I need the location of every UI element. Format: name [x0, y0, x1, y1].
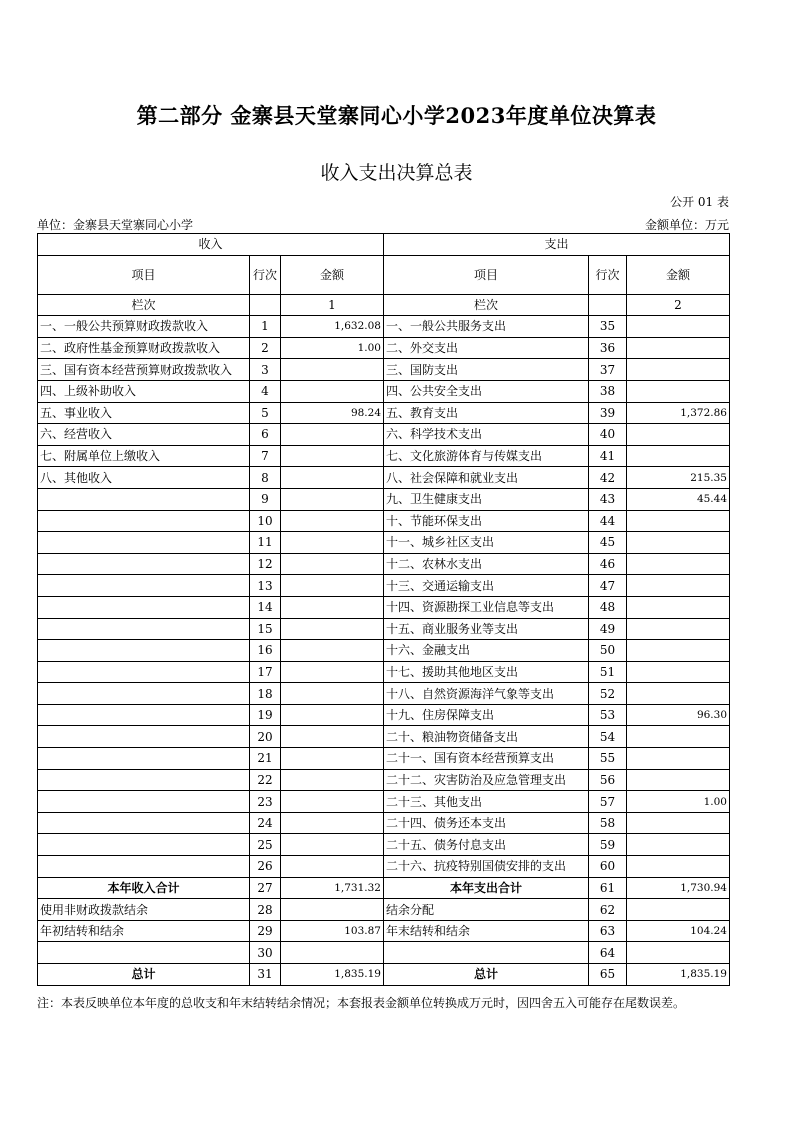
income-amount-cell	[281, 791, 384, 813]
expense-amount-cell	[627, 942, 730, 964]
income-amount-cell	[281, 618, 384, 640]
income-line-cell: 21	[250, 748, 281, 770]
expense-item-cell: 十、节能环保支出	[384, 510, 589, 532]
grand-total-income-amount: 1,835.19	[281, 964, 384, 986]
expense-line-cell: 36	[589, 337, 627, 359]
table-row	[38, 445, 730, 467]
grand-total-expense-amount: 1,835.19	[627, 964, 730, 986]
income-line-cell: 12	[250, 553, 281, 575]
income-line-cell: 14	[250, 596, 281, 618]
expense-line-cell: 60	[589, 856, 627, 878]
income-item-cell: 五、事业收入	[38, 402, 250, 424]
expense-item-cell: 十二、农林水支出	[384, 553, 589, 575]
table-row	[38, 337, 730, 359]
income-amount-cell	[281, 640, 384, 662]
income-item-cell	[38, 553, 250, 575]
expense-item-cell: 十四、资源勘探工业信息等支出	[384, 596, 589, 618]
income-line-cell: 5	[250, 402, 281, 424]
expense-amount-cell: 45.44	[627, 488, 730, 510]
income-line-cell: 25	[250, 834, 281, 856]
income-item-cell	[38, 834, 250, 856]
income-item-cell	[38, 510, 250, 532]
income-item-header: 项目	[38, 255, 250, 294]
income-amount-cell	[281, 532, 384, 554]
table-row	[38, 683, 730, 705]
expense-amount-cell	[627, 553, 730, 575]
income-amount-cell	[281, 834, 384, 856]
income-line-cell: 26	[250, 856, 281, 878]
expense-line-cell: 56	[589, 769, 627, 791]
grand-total-expense-label: 总计	[384, 964, 589, 986]
expense-item-cell: 二十三、其他支出	[384, 791, 589, 813]
income-item-cell	[38, 661, 250, 683]
table-row	[38, 640, 730, 662]
expense-line-cell: 52	[589, 683, 627, 705]
income-item-cell	[38, 575, 250, 597]
income-item-cell	[38, 748, 250, 770]
expense-amount-cell	[627, 683, 730, 705]
expense-item-cell: 六、科学技术支出	[384, 424, 589, 446]
table-row	[38, 316, 730, 338]
income-amount-cell	[281, 424, 384, 446]
expense-amount-cell	[627, 769, 730, 791]
expense-amount-cell	[627, 510, 730, 532]
expense-amount-cell	[627, 445, 730, 467]
income-section-header: 收入	[38, 234, 384, 256]
expense-amount-cell	[627, 856, 730, 878]
page-title: 第二部分 金寨县天堂寨同心小学2023年度单位决算表	[136, 103, 657, 128]
expense-amount-cell	[627, 834, 730, 856]
income-item-cell: 使用非财政拨款结余	[38, 899, 250, 921]
income-amount-cell: 1,632.08	[281, 316, 384, 338]
table-row	[38, 575, 730, 597]
expense-line-cell: 48	[589, 596, 627, 618]
grand-total-income-line: 31	[250, 964, 281, 986]
income-line-cell: 2	[250, 337, 281, 359]
income-column-number: 1	[281, 294, 384, 316]
income-item-cell: 七、附属单位上缴收入	[38, 445, 250, 467]
income-item-cell	[38, 532, 250, 554]
expense-item-cell: 四、公共安全支出	[384, 380, 589, 402]
income-amount-cell	[281, 748, 384, 770]
income-amount-cell	[281, 380, 384, 402]
income-line-cell: 28	[250, 899, 281, 921]
table-row	[38, 726, 730, 748]
expense-item-cell: 八、社会保障和就业支出	[384, 467, 589, 489]
year-expense-total-line: 61	[589, 877, 627, 899]
expense-item-cell: 三、国防支出	[384, 359, 589, 381]
income-line-cell: 15	[250, 618, 281, 640]
expense-line-cell: 39	[589, 402, 627, 424]
expense-item-cell: 十九、住房保障支出	[384, 704, 589, 726]
table-code: 公开 01 表	[670, 195, 729, 209]
expense-item-cell: 七、文化旅游体育与传媒支出	[384, 445, 589, 467]
expense-item-cell: 九、卫生健康支出	[384, 488, 589, 510]
income-item-cell: 四、上级补助收入	[38, 380, 250, 402]
income-line-cell: 20	[250, 726, 281, 748]
table-row	[38, 596, 730, 618]
money-unit: 金额单位：万元	[644, 218, 729, 232]
table-row	[38, 553, 730, 575]
table-row	[38, 704, 730, 726]
income-line-cell: 4	[250, 380, 281, 402]
expense-amount-cell	[627, 337, 730, 359]
expense-item-cell: 二十二、灾害防治及应急管理支出	[384, 769, 589, 791]
table-row	[38, 812, 730, 834]
income-amount-header: 金额	[281, 255, 384, 294]
income-line-header: 行次	[250, 255, 281, 294]
income-line-cell: 6	[250, 424, 281, 446]
expense-item-cell: 十五、商业服务业等支出	[384, 618, 589, 640]
expense-amount-cell	[627, 532, 730, 554]
table-row	[38, 769, 730, 791]
expense-line-cell: 42	[589, 467, 627, 489]
empty-cell	[589, 294, 627, 316]
income-amount-cell	[281, 769, 384, 791]
year-expense-total-amount: 1,730.94	[627, 877, 730, 899]
income-item-cell: 一、一般公共预算财政拨款收入	[38, 316, 250, 338]
income-amount-cell	[281, 704, 384, 726]
expense-line-cell: 46	[589, 553, 627, 575]
expense-item-cell: 二十六、抗疫特别国债安排的支出	[384, 856, 589, 878]
table-row	[38, 424, 730, 446]
table-row	[38, 488, 730, 510]
expense-amount-cell	[627, 380, 730, 402]
expense-line-cell: 44	[589, 510, 627, 532]
income-amount-cell	[281, 812, 384, 834]
income-amount-cell: 1.00	[281, 337, 384, 359]
income-item-cell	[38, 769, 250, 791]
year-income-total-label: 本年收入合计	[38, 877, 250, 899]
expense-amount-cell	[627, 661, 730, 683]
income-item-cell: 年初结转和结余	[38, 920, 250, 942]
income-line-cell: 3	[250, 359, 281, 381]
expense-item-cell: 十七、援助其他地区支出	[384, 661, 589, 683]
expense-item-cell: 一、一般公共服务支出	[384, 316, 589, 338]
expense-line-cell: 53	[589, 704, 627, 726]
year-income-total-amount: 1,731.32	[281, 877, 384, 899]
expense-item-cell: 二十四、债务还本支出	[384, 812, 589, 834]
table-row	[38, 380, 730, 402]
expense-item-cell: 十八、自然资源海洋气象等支出	[384, 683, 589, 705]
empty-cell	[250, 294, 281, 316]
expense-item-cell: 结余分配	[384, 899, 589, 921]
expense-line-cell: 63	[589, 920, 627, 942]
expense-item-cell: 二、外交支出	[384, 337, 589, 359]
income-item-cell	[38, 683, 250, 705]
expense-amount-cell: 104.24	[627, 920, 730, 942]
table-row	[38, 618, 730, 640]
expense-amount-cell: 1.00	[627, 791, 730, 813]
income-item-cell	[38, 726, 250, 748]
expense-line-cell: 50	[589, 640, 627, 662]
income-line-cell: 13	[250, 575, 281, 597]
expense-amount-cell	[627, 596, 730, 618]
table-row	[38, 899, 730, 921]
income-item-cell: 六、经营收入	[38, 424, 250, 446]
table-row	[38, 402, 730, 424]
income-line-cell: 19	[250, 704, 281, 726]
income-line-cell: 1	[250, 316, 281, 338]
expense-line-cell: 41	[589, 445, 627, 467]
expense-amount-cell	[627, 748, 730, 770]
table-row	[38, 359, 730, 381]
expense-item-cell: 十一、城乡社区支出	[384, 532, 589, 554]
table-row	[38, 661, 730, 683]
year-income-total-line: 27	[250, 877, 281, 899]
expense-line-cell: 43	[589, 488, 627, 510]
income-line-cell: 8	[250, 467, 281, 489]
income-line-cell: 7	[250, 445, 281, 467]
income-line-cell: 30	[250, 942, 281, 964]
income-line-cell: 22	[250, 769, 281, 791]
expense-item-header: 项目	[384, 255, 589, 294]
footnote: 注：本表反映单位本年度的总收支和年末结转结余情况；本套报表金额单位转换成万元时，因四舍五入可能存在尾数误差。	[37, 996, 686, 1010]
expense-item-cell: 二十、粮油物资储备支出	[384, 726, 589, 748]
income-column-label: 栏次	[38, 294, 250, 316]
income-amount-cell	[281, 899, 384, 921]
income-line-cell: 18	[250, 683, 281, 705]
income-amount-cell	[281, 726, 384, 748]
table-row	[38, 791, 730, 813]
income-item-cell	[38, 812, 250, 834]
unit-name: 单位：金寨县天堂寨同心小学	[37, 218, 194, 232]
income-amount-cell	[281, 359, 384, 381]
income-line-cell: 23	[250, 791, 281, 813]
grand-total-income-label: 总计	[38, 964, 250, 986]
income-line-cell: 17	[250, 661, 281, 683]
expense-amount-cell: 215.35	[627, 467, 730, 489]
income-amount-cell	[281, 575, 384, 597]
income-item-cell	[38, 856, 250, 878]
expense-amount-cell	[627, 726, 730, 748]
income-item-cell	[38, 640, 250, 662]
income-line-cell: 16	[250, 640, 281, 662]
expense-line-cell: 38	[589, 380, 627, 402]
income-amount-cell: 98.24	[281, 402, 384, 424]
income-item-cell	[38, 618, 250, 640]
expense-line-cell: 64	[589, 942, 627, 964]
expense-amount-cell	[627, 640, 730, 662]
expense-line-cell: 35	[589, 316, 627, 338]
expense-item-cell: 十六、金融支出	[384, 640, 589, 662]
income-amount-cell	[281, 488, 384, 510]
table-row	[38, 856, 730, 878]
table-row	[38, 467, 730, 489]
income-amount-cell	[281, 445, 384, 467]
expense-line-cell: 59	[589, 834, 627, 856]
expense-amount-cell	[627, 316, 730, 338]
income-item-cell	[38, 791, 250, 813]
expense-amount-cell: 1,372.86	[627, 402, 730, 424]
grand-total-expense-line: 65	[589, 964, 627, 986]
expense-line-cell: 37	[589, 359, 627, 381]
income-item-cell	[38, 596, 250, 618]
expense-line-cell: 40	[589, 424, 627, 446]
income-item-cell: 三、国有资本经营预算财政拨款收入	[38, 359, 250, 381]
expense-item-cell: 十三、交通运输支出	[384, 575, 589, 597]
expense-section-header: 支出	[384, 234, 730, 256]
income-line-cell: 24	[250, 812, 281, 834]
table-row	[38, 920, 730, 942]
income-item-cell	[38, 488, 250, 510]
income-line-cell: 11	[250, 532, 281, 554]
expense-item-cell	[384, 942, 589, 964]
expense-amount-header: 金额	[627, 255, 730, 294]
expense-item-cell: 五、教育支出	[384, 402, 589, 424]
expense-amount-cell	[627, 899, 730, 921]
income-line-cell: 29	[250, 920, 281, 942]
income-amount-cell	[281, 661, 384, 683]
expense-amount-cell	[627, 424, 730, 446]
table-row	[38, 834, 730, 856]
expense-column-label: 栏次	[384, 294, 589, 316]
table-title: 收入支出决算总表	[320, 162, 473, 184]
expense-line-cell: 54	[589, 726, 627, 748]
table-row	[38, 748, 730, 770]
expense-line-header: 行次	[589, 255, 627, 294]
expense-item-cell: 年末结转和结余	[384, 920, 589, 942]
expense-line-cell: 57	[589, 791, 627, 813]
expense-line-cell: 47	[589, 575, 627, 597]
income-amount-cell	[281, 553, 384, 575]
income-amount-cell	[281, 942, 384, 964]
expense-line-cell: 45	[589, 532, 627, 554]
income-item-cell	[38, 704, 250, 726]
income-amount-cell	[281, 510, 384, 532]
income-line-cell: 10	[250, 510, 281, 532]
table-row	[38, 942, 730, 964]
table-row	[38, 532, 730, 554]
expense-column-number: 2	[627, 294, 730, 316]
expense-line-cell: 49	[589, 618, 627, 640]
income-expense-table	[37, 233, 730, 986]
income-item-cell	[38, 942, 250, 964]
table-row	[38, 510, 730, 532]
income-amount-cell	[281, 856, 384, 878]
expense-amount-cell	[627, 359, 730, 381]
expense-line-cell: 62	[589, 899, 627, 921]
income-item-cell: 二、政府性基金预算财政拨款收入	[38, 337, 250, 359]
income-item-cell: 八、其他收入	[38, 467, 250, 489]
expense-item-cell: 二十五、债务付息支出	[384, 834, 589, 856]
income-amount-cell	[281, 596, 384, 618]
expense-amount-cell	[627, 618, 730, 640]
expense-amount-cell	[627, 812, 730, 834]
income-amount-cell	[281, 683, 384, 705]
expense-item-cell: 二十一、国有资本经营预算支出	[384, 748, 589, 770]
income-line-cell: 9	[250, 488, 281, 510]
expense-amount-cell	[627, 575, 730, 597]
income-amount-cell: 103.87	[281, 920, 384, 942]
expense-line-cell: 55	[589, 748, 627, 770]
expense-line-cell: 58	[589, 812, 627, 834]
expense-line-cell: 51	[589, 661, 627, 683]
year-expense-total-label: 本年支出合计	[384, 877, 589, 899]
income-amount-cell	[281, 467, 384, 489]
expense-amount-cell: 96.30	[627, 704, 730, 726]
